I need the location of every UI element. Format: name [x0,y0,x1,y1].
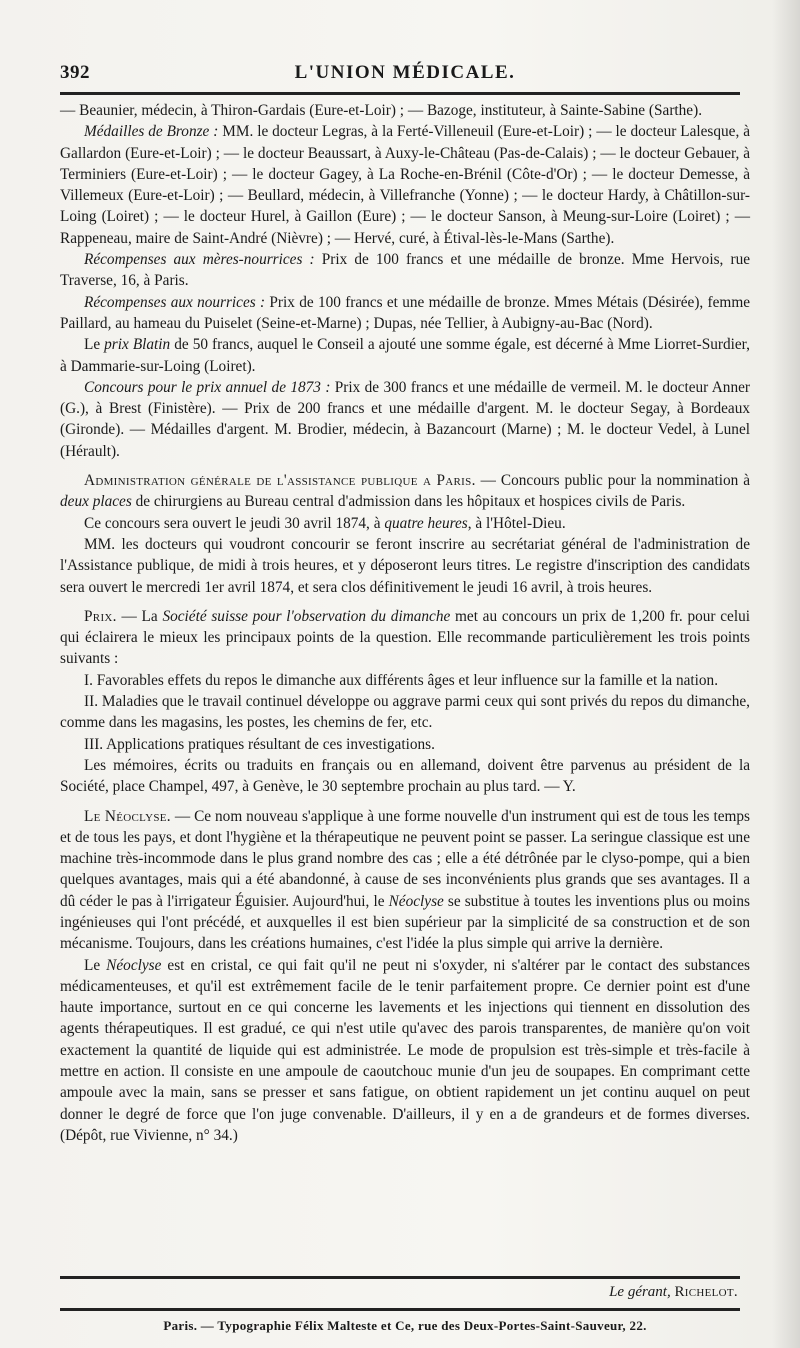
paragraph-text: — Beaunier, médecin, à Thiron-Gardais (Eure-et-Loir) ; — Bazoge, instituteur, à Sainte-Sabine (Sarthe). [60,102,703,119]
paragraph-text: Prix de 300 francs et une médaille de vermeil. M. le docteur Anner (G.), à Brest (Finistère). — Prix de 200 francs et une médaille d'argent. M. le docteur Segay, à Bordeaux (Gironde). — Médailles d'argent. M. Brodier, médecin, à Bazancourt (Marne) ; M. le docteur Vedel, à Lunel (Hérault). [60,378,750,460]
section-heading: Administration générale de l'assistance publique a Paris. [84,472,476,490]
paragraph-mothers-nurses [60,249,750,292]
page-header [60,58,750,88]
paragraph-neoclyse [60,806,750,955]
paragraph-nurses [60,292,750,335]
paragraph-text: met au concours un prix de 1,200 fr. pour celui qui éclairera le mieux les principaux points de la question. Elle recommande particulièrement les trois points suivants : [60,607,750,668]
paragraph-text: MM. les docteurs qui voudront concourir se feront inscrire au secrétariat général de l'administration de l'Assistance publique, de midi à trois heures, et y déposeront leurs titres. Le registre d'inscription des candidats sera ouvert le mercredi 1er avril 1874, et sera clos définitivement le jeudi 16 avril, à trois heures. [60,535,750,596]
paragraph-assistance-publique [60,470,750,513]
paragraph-text: MM. le docteur Legras, à la Ferté-Villeneuil (Eure-et-Loir) ; — le docteur Lalesque, à Gallardon (Eure-et-Loir) ; — le docteur Beaussart, à Auxy-le-Château (Pas-de-Calais) ; — le docteur Gebauer, à Terminiers (Eure-et-Loir) ; — le docteur Gagey, à La Roche-en-Brénil (Côte-d'Or) ; — le docteur Demesse, à Villemeux (Eure-et-Loir) ; — Beullard, médecin, à Villefranche (Yonne) ; — le docteur Hardy, à Châtillon-sur-Loing (Loiret) ; — le docteur Hurel, à Gaillon (Eure) ; — le docteur Sanson, à Meung-sur-Loire (Loiret) ; — Rappeneau, maire de Saint-André (Nièvre) ; — Hervé, curé, à Étival-lès-le-Mans (Sarthe). [60,123,750,247]
header-rule [60,92,740,95]
section-label: Médailles de Bronze : [84,123,219,141]
footer-rule-bottom [60,1308,740,1311]
paragraph-annual-prize [60,377,750,462]
binding-shadow [772,0,800,1348]
paragraph-text: — Ce nom nouveau s'applique à une forme nouvelle d'un instrument qui est de tous les temps et de tous les pays, et dont l'hygiène et la thérapeutique ne peuvent point se passer. La seringue classique est une machine très-incommode dans le plus grand nombre des cas ; elle a été détrônée par le clyso-pompe, qui a bien quelques avantages, mais qui a été abandonné, à cause de ses inconvénients plus grands que ses avantages. Il a dû céder le pas à l'irrigateur Éguisier. Aujourd'hui, le [60,807,750,910]
section-heading: Prix. [84,607,117,625]
paragraph-text: Le [84,956,107,974]
section-label: Récompenses aux mères-nourrices : [84,251,315,269]
paragraph-text: Prix de 100 francs et une médaille de bronze. Mme Hervois, rue Traverse, 16, à Paris. [60,251,751,290]
list-item-3 [60,734,750,755]
paragraph-bronze-medals [60,121,750,249]
paragraph-prix-blatin [60,334,750,377]
footer-rule-top [60,1276,740,1279]
paragraph-text: de 50 francs, auquel le Conseil a ajouté une somme égale, est décerné à Mme Liorret-Surdier, à Dammarie-sur-Loing (Loiret). [60,336,750,375]
signature-label: Le gérant, [609,1284,671,1300]
paragraph-text: se substitue à toutes les inventions plus ou moins ingénieuses qui l'ont précédé, et auxquelles il est bien supérieur par la simplicité de sa construction et de son mécanisme. Toujours, dans les créations humaines, c'est l'idée la plus simple qui arrive la dernière. [60,892,750,953]
printer-imprint: Paris. — Typographie Félix Malteste et Ce, rue des Deux-Portes-Saint-Sauveur, 22. [163,1318,647,1333]
journal-title: L'UNION MÉDICALE. [294,62,516,83]
list-item-1 [60,670,750,691]
paragraph-text: de chirurgiens au Bureau central d'admission dans les hôpitaux et hospices civils de Paris. [131,493,686,511]
list-item-2 [60,691,750,734]
emphasis-text: Néoclyse [106,956,162,974]
paragraph-submissions [60,755,750,798]
paragraph-text: , à l'Hôtel-Dieu. [467,514,566,532]
section-label: Récompenses aux nourrices : [84,293,266,311]
paragraph-prix-suisse [60,606,750,670]
paragraph-text: Prix de 100 francs et une médaille de bronze. Mmes Métais (Désirée), femme Paillard, au hameau du Puiselet (Seine-et-Marne) ; Dupas, née Tellier, à Aubigny-au-Bac (Nord). [60,293,751,332]
signature-name: Richelot. [674,1284,738,1300]
paragraph-text: — La [116,607,163,625]
article-body [60,100,750,1146]
section-heading: Le Néoclyse. [84,807,171,825]
paragraph-text: Les mémoires, écrits ou traduits en français ou en allemand, doivent être parvenus au président de la Société, place Champel, 497, à Genève, le 30 septembre prochain au plus tard. — Y. [60,756,750,796]
emphasis-text: Société suisse pour l'observation du dimanche [162,607,451,625]
paragraph-text: II. Maladies que le travail continuel développe ou aggrave parmi ceux qui sont privés du repos du dimanche, comme dans les magasins, les postes, les chemins de fer, etc. [60,693,750,732]
page-number: 392 [60,62,90,83]
paragraph-awards-continued [60,100,750,121]
paragraph-text: I. Favorables effets du repos le dimanche aux différents âges et leur influence sur la famille et la nation. [84,671,719,689]
signature [609,1284,738,1301]
paragraph-text: Ce concours sera ouvert le jeudi 30 avril 1874, à [84,514,385,532]
section-label: Concours pour le prix annuel de 1873 : [84,378,331,396]
section-label: prix Blatin [104,336,171,354]
paragraph-text: III. Applications pratiques résultant de ces investigations. [84,735,435,753]
paragraph-text: est en cristal, ce qui fait qu'il ne peut ni s'oxyder, ni s'altérer par le contact des substances médicamenteuses, et qu'il est extrêmement facile de le tenir parfaitement propre. Ce dernier point est d'une haute importance, surtout en ce qui concerne les lavements et les injections qui tiennent en dissolution des agents thérapeutiques. Il est gradué, ce qui n'est utile qu'avec des parois transparentes, de manière qu'on voit exactement la quantité de liquide qui est administrée. Le mode de propulsion est très-simple et très-facile à mettre en action. Il consiste en une ampoule de caoutchouc munie d'un jeu de soupapes. En comprimant cette ampoule avec la main, sans se presser et sans fatigue, on obtient rapidement un jet continu auquel on peut donner le degré de force que l'on juge convenable. D'ailleurs, il y en a de grandeurs et de formes diverses. (Dépôt, rue Vivienne, n° 34.) [60,956,750,1144]
paragraph-text: — Concours public pour la nommination à [475,472,751,490]
emphasis-text: quatre heures [384,514,468,532]
paragraph-neoclyse-details [60,955,750,1147]
emphasis-text: deux places [60,493,132,511]
paragraph-registration [60,534,750,598]
emphasis-text: Néoclyse [388,892,444,910]
paragraph-text: Le [84,336,105,354]
paragraph-concours-date [60,513,750,534]
